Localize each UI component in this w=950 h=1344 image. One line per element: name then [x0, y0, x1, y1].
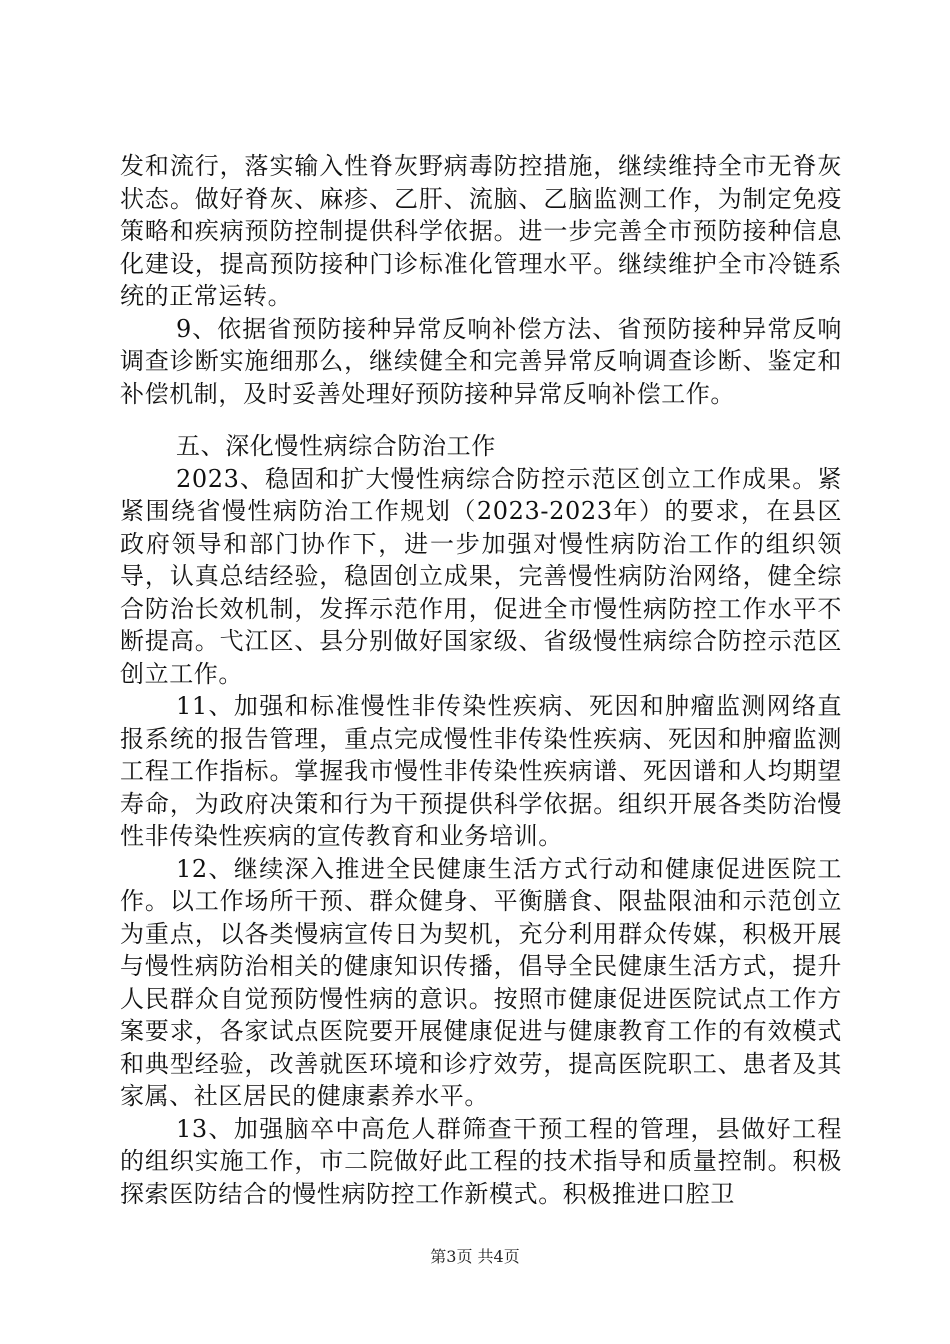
section-heading-5: 五、深化慢性病综合防治工作	[176, 432, 496, 460]
paragraph-continuation: 发和流行，落实输入性脊灰野病毒防控措施，继续维持全市无脊灰状态。做好脊灰、麻疹、乙肝、流脑、乙脑监测工作，为制定免疫策略和疾病预防控制提供科学依据。进一步完善全市预防接种信息化建设，提高预防接种门诊标准化管理水平。继续维护全市冷链系统的正常运转。	[120, 152, 842, 310]
page-number-footer: 第3页 共4页	[430, 1247, 520, 1266]
paragraph-item-12: 12、继续深入推进全民健康生活方式行动和健康促进医院工作。以工作场所干预、群众健身、平衡膳食、限盐限油和示范创立为重点，以各类慢病宣传日为契机，充分利用群众传媒，积极开展与慢性病防治相关的健康知识传播，倡导全民健康生活方式，提升人民群众自觉预防慢性病的意识。按照市健康促进医院试点工作方案要求，各家试点医院要开展健康促进与健康教育工作的有效模式和典型经验，改善就医环境和诊疗效劳，提高医院职工、患者及其家属、社区居民的健康素养水平。	[120, 854, 842, 1110]
document-body	[120, 150, 842, 1210]
paragraph-item-11: 11、加强和标准慢性非传染性疾病、死因和肿瘤监测网络直报系统的报告管理，重点完成慢性非传染性疾病、死因和肿瘤监测工程工作指标。掌握我市慢性非传染性疾病谱、死因谱和人均期望寿命，为政府决策和行为干预提供科学依据。组织开展各类防治慢性非传染性疾病的宣传教育和业务培训。	[120, 692, 842, 850]
paragraph-item-13: 13、加强脑卒中高危人群筛查干预工程的管理，县做好工程的组织实施工作，市二院做好此工程的技术指导和质量控制。积极探索医防结合的慢性病防控工作新模式。积极推进口腔卫	[120, 1114, 842, 1208]
paragraph-item-2023: 2023、稳固和扩大慢性病综合防控示范区创立工作成果。紧紧围绕省慢性病防治工作规划（2023-2023年）的要求，在县区政府领导和部门协作下，进一步加强对慢性病防治工作的组织领导，认真总结经验，稳固创立成果，完善慢性病防治网络，健全综合防治长效机制，发挥示范作用，促进全市慢性病防控工作水平不断提高。弋江区、县分别做好国家级、省级慢性病综合防控示范区创立工作。	[120, 464, 842, 688]
paragraph-item-9: 9、依据省预防接种异常反响补偿方法、省预防接种异常反响调查诊断实施细那么，继续健全和完善异常反响调查诊断、鉴定和补偿机制，及时妥善处理好预防接种异常反响补偿工作。	[120, 314, 842, 408]
